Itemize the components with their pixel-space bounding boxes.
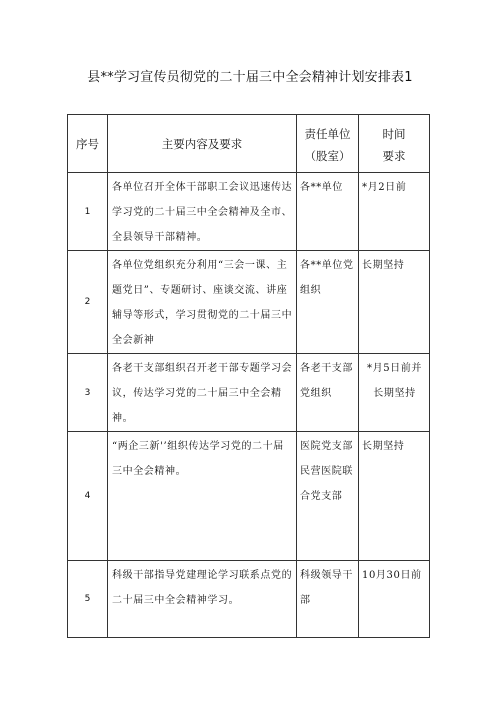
row-content: 各单位党组织充分利用“三会一课、主题党日”、专题研讨、座谈交流、讲座辅导等形式，学习贯彻党的二十届三中全会新神	[108, 251, 297, 354]
header-time-line1: 时间	[382, 126, 406, 141]
header-unit-line2: （股室）	[304, 148, 351, 163]
row-seq: 3	[68, 354, 108, 432]
header-unit-line1: 责任单位	[304, 126, 351, 141]
table-row	[68, 432, 430, 561]
row-content: 科级干部指导党建理论学习联系点党的二十届三中全会精神学习。	[108, 561, 297, 638]
row-time: 长期坚持	[359, 432, 430, 561]
header-time	[359, 115, 430, 173]
row-seq: 4	[68, 432, 108, 561]
table-row	[68, 561, 430, 638]
row-seq: 2	[68, 251, 108, 354]
row-unit: 各**单位	[297, 173, 359, 251]
table-row	[68, 251, 430, 354]
row-unit: 各**单位党组织	[297, 251, 359, 354]
table-header-row	[68, 115, 430, 173]
row-content: 各单位召开全体干部职工会议迅速传达学习党的二十届三中全会精神及全市、全县领导干部精神。	[108, 173, 297, 251]
header-content: 主要内容及要求	[108, 115, 297, 173]
document-title: 县**学习宣传员彻党的二十届三中全会精神计划安排表1	[87, 70, 413, 85]
row-content: “两企三新'’组织传达学习党的二十届三中全会精神。	[108, 432, 297, 561]
row-time: *月2日前	[359, 173, 430, 251]
table-row	[68, 173, 430, 251]
row-seq: 5	[68, 561, 108, 638]
row-unit: 医院党支部民营医院联合党支部	[297, 432, 359, 561]
header-unit	[297, 115, 359, 173]
table-row	[68, 354, 430, 432]
row-unit: 各老干支部党组织	[297, 354, 359, 432]
row-time: 长期坚持	[359, 251, 430, 354]
plan-table	[67, 114, 430, 638]
row-seq: 1	[68, 173, 108, 251]
row-time: 10月30日前	[359, 561, 430, 638]
row-time: *月5日前并长期坚持	[359, 354, 430, 432]
header-seq: 序号	[68, 115, 108, 173]
header-time-line2: 要求	[382, 148, 406, 163]
row-content: 各老干支部组织召开老干部专题学习会议，传达学习党的二十届三中全会精神。	[108, 354, 297, 432]
row-unit: 科级领导干部	[297, 561, 359, 638]
